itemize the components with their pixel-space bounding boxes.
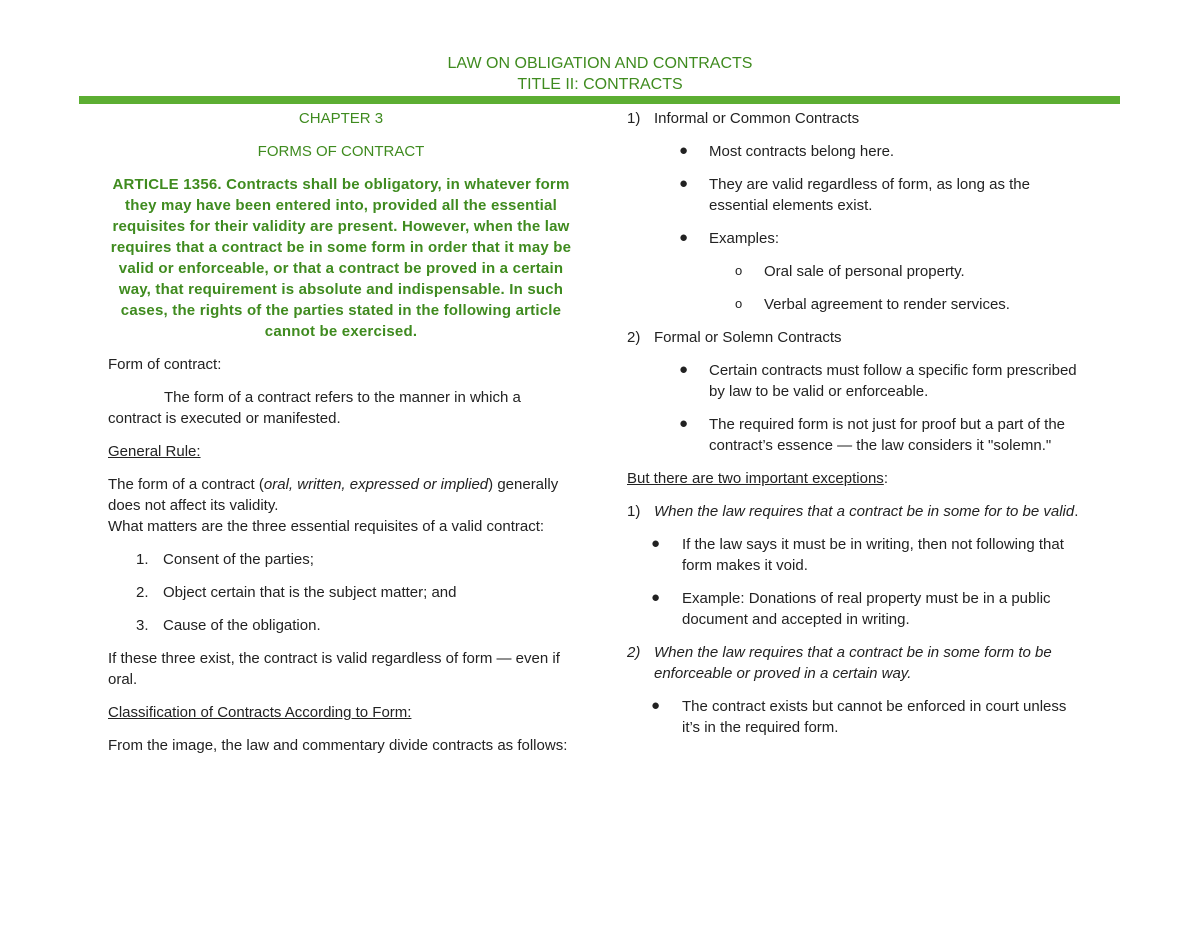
list-item (627, 360, 1087, 402)
bullet-icon: ● (679, 229, 689, 246)
gr-text-a: The form of a contract ( (108, 476, 264, 493)
list-item (627, 141, 1087, 162)
list-item (627, 294, 1087, 315)
left-column (108, 108, 574, 768)
list-number: 2. (136, 584, 149, 601)
formal-title: Formal or Solemn Contracts (654, 329, 842, 346)
list-item-text: If the law says it must be in writing, then not following that form makes it void. (682, 536, 1064, 574)
bullet-icon: ● (679, 175, 689, 192)
bullet-icon: ● (679, 142, 689, 159)
informal-heading (627, 108, 1087, 129)
list-item-text: Examples: (709, 230, 780, 247)
list-item (627, 174, 1087, 216)
list-number: 1. (136, 551, 149, 568)
header-title: LAW ON OBLIGATION AND CONTRACTS (447, 55, 753, 72)
form-label: Form of contract: (108, 356, 222, 373)
classification-text: Classification of Contracts According to Form: (108, 704, 412, 721)
chapter-label: CHAPTER 3 (298, 110, 384, 127)
bullet-icon: ● (651, 697, 661, 714)
list-item-text: Cause of the obligation. (163, 617, 321, 634)
list-item (627, 588, 1087, 630)
list-item-text: The contract exists but cannot be enforced in court unless it’s in the required form. (682, 698, 1067, 736)
list-item (108, 549, 574, 570)
right-column (627, 108, 1087, 750)
classification-heading (108, 702, 574, 723)
exception-2-title: When the law requires that a contract be in some form to be enforceable or proved in a certain way. (654, 644, 1052, 682)
general-rule-body (108, 474, 574, 537)
list-item-text: Most contracts belong here. (709, 143, 895, 160)
bullet-icon: ● (679, 415, 689, 432)
if-exist-text: If these three exist, the contract is valid regardless of form — even if oral. (108, 650, 560, 688)
list-number: 2) (627, 329, 641, 346)
bullet-icon: ● (679, 361, 689, 378)
list-item-text: The required form is not just for proof but a part of the contract’s essence — the law considers it "solemn." (709, 416, 1066, 454)
article-1356: ARTICLE 1356. Contracts shall be obligatory, in whatever form they may have been entered into, provided all the essential requisites for their validity are present. However, when the law requires that a contract be in some form in order that it may be valid or enforceable, or that a contract be proved in a certain way, that requirement is absolute and indispensable. In such cases, the rights of the parties stated in the following article cannot be exercised. (110, 176, 572, 340)
bullet-icon: ● (651, 589, 661, 606)
list-item (627, 261, 1087, 282)
requisites-list (108, 549, 574, 636)
circle-bullet-icon: o (735, 296, 743, 311)
list-number: 3. (136, 617, 149, 634)
list-number: 1) (627, 503, 641, 520)
list-item (627, 534, 1087, 576)
list-item-text: They are valid regardless of form, as long as the essential elements exist. (709, 176, 1030, 214)
exception-2-heading (627, 642, 1087, 684)
list-number: 1) (627, 110, 641, 127)
list-item-text: Consent of the parties; (163, 551, 314, 568)
informal-title: Informal or Common Contracts (654, 110, 860, 127)
general-rule-text: General Rule: (108, 443, 201, 460)
exception-1-dot: . (1074, 503, 1079, 520)
exception-1-heading (627, 501, 1087, 522)
gr-text-b: ) generally does not affect its validity. (108, 476, 559, 514)
gr-text-italic: oral, written, expressed or implied (263, 476, 489, 493)
exceptions-heading (627, 468, 1087, 489)
exceptions-colon: : (883, 470, 888, 487)
list-item-text: Certain contracts must follow a specific form prescribed by law to be valid or enforceable. (709, 362, 1077, 400)
form-definition: The form of a contract refers to the manner in which a contract is executed or manifested. (108, 389, 521, 427)
general-rule-heading (108, 441, 574, 462)
list-item (627, 414, 1087, 456)
formal-heading (627, 327, 1087, 348)
circle-bullet-icon: o (735, 263, 743, 278)
header-subtitle: TITLE II: CONTRACTS (517, 76, 683, 93)
list-item (627, 228, 1087, 249)
bullet-icon: ● (651, 535, 661, 552)
list-item-text: Verbal agreement to render services. (764, 296, 1010, 313)
list-item (108, 582, 574, 603)
list-item-text: Oral sale of personal property. (764, 263, 965, 280)
document-header (0, 53, 1200, 95)
chapter-title: FORMS OF CONTRACT (257, 143, 425, 160)
gr-text-c: What matters are the three essential requisites of a valid contract: (108, 518, 545, 535)
from-image-text: From the image, the law and commentary divide contracts as follows: (108, 737, 568, 754)
list-item-text: Example: Donations of real property must be in a public document and accepted in writing. (682, 590, 1051, 628)
list-item (627, 696, 1087, 738)
list-number: 2) (627, 644, 641, 661)
exceptions-label: But there are two important exceptions (627, 470, 884, 487)
exception-1-title: When the law requires that a contract be in some for to be valid (654, 503, 1075, 520)
list-item (108, 615, 574, 636)
header-rule (79, 96, 1120, 104)
list-item-text: Object certain that is the subject matter; and (163, 584, 457, 601)
